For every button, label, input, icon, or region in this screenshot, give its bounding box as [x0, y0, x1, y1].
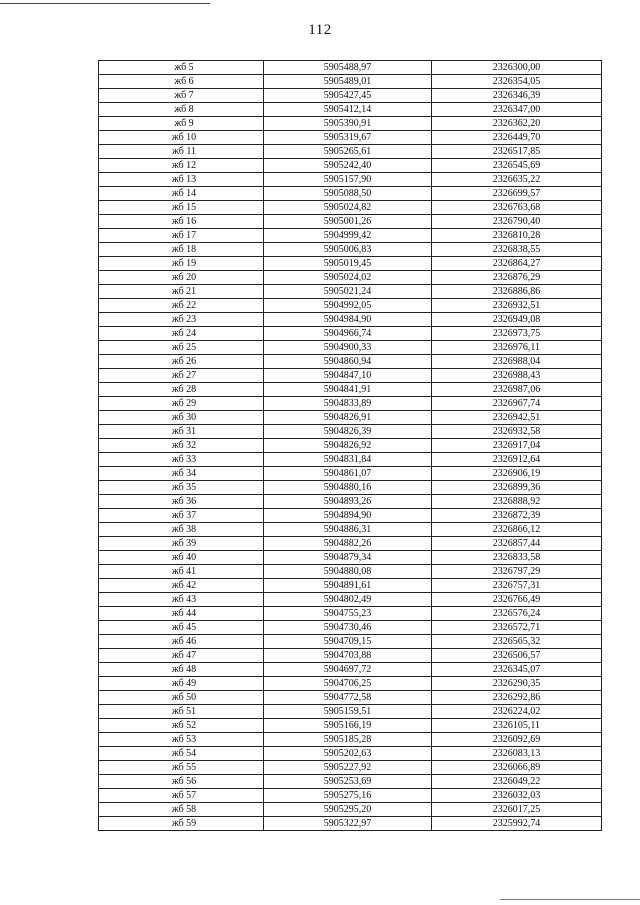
point-label-cell: жб 33 — [99, 453, 264, 467]
x-coordinate-cell: 5904709,15 — [264, 635, 432, 649]
y-coordinate-cell: 2326976,11 — [432, 341, 602, 355]
table-row — [99, 411, 602, 425]
table-row — [99, 327, 602, 341]
point-label-cell: жб 11 — [99, 145, 264, 159]
point-label-cell: жб 58 — [99, 803, 264, 817]
y-coordinate-cell: 2326988,04 — [432, 355, 602, 369]
y-coordinate-cell: 2326932,51 — [432, 299, 602, 313]
point-label-cell: жб 34 — [99, 467, 264, 481]
table-row — [99, 523, 602, 537]
x-coordinate-cell: 5905275,16 — [264, 789, 432, 803]
coordinates-table-body — [99, 61, 602, 831]
point-label-cell: жб 24 — [99, 327, 264, 341]
x-coordinate-cell: 5905427,45 — [264, 89, 432, 103]
x-coordinate-cell: 5904703,88 — [264, 649, 432, 663]
y-coordinate-cell: 2326576,24 — [432, 607, 602, 621]
point-label-cell: жб 9 — [99, 117, 264, 131]
y-coordinate-cell: 2326449,70 — [432, 131, 602, 145]
point-label-cell: жб 7 — [99, 89, 264, 103]
x-coordinate-cell: 5905157,90 — [264, 173, 432, 187]
point-label-cell: жб 30 — [99, 411, 264, 425]
y-coordinate-cell: 2326932,58 — [432, 425, 602, 439]
x-coordinate-cell: 5905024,82 — [264, 201, 432, 215]
y-coordinate-cell: 2326092,69 — [432, 733, 602, 747]
table-row — [99, 663, 602, 677]
table-row — [99, 131, 602, 145]
x-coordinate-cell: 5904826,92 — [264, 439, 432, 453]
y-coordinate-cell: 2326912,64 — [432, 453, 602, 467]
x-coordinate-cell: 5905006,83 — [264, 243, 432, 257]
table-row — [99, 397, 602, 411]
y-coordinate-cell: 2326917,04 — [432, 439, 602, 453]
table-row — [99, 691, 602, 705]
x-coordinate-cell: 5904826,91 — [264, 411, 432, 425]
point-label-cell: жб 56 — [99, 775, 264, 789]
y-coordinate-cell: 2326766,49 — [432, 593, 602, 607]
table-row — [99, 467, 602, 481]
table-row — [99, 159, 602, 173]
y-coordinate-cell: 2326757,31 — [432, 579, 602, 593]
y-coordinate-cell: 2326517,85 — [432, 145, 602, 159]
x-coordinate-cell: 5905185,28 — [264, 733, 432, 747]
point-label-cell: жб 6 — [99, 75, 264, 89]
x-coordinate-cell: 5904882,26 — [264, 537, 432, 551]
table-row — [99, 103, 602, 117]
table-row — [99, 271, 602, 285]
y-coordinate-cell: 2326345,07 — [432, 663, 602, 677]
table-row — [99, 565, 602, 579]
y-coordinate-cell: 2326866,12 — [432, 523, 602, 537]
point-label-cell: жб 18 — [99, 243, 264, 257]
point-label-cell: жб 37 — [99, 509, 264, 523]
x-coordinate-cell: 5905021,24 — [264, 285, 432, 299]
point-label-cell: жб 44 — [99, 607, 264, 621]
x-coordinate-cell: 5904831,84 — [264, 453, 432, 467]
table-row — [99, 803, 602, 817]
table-row — [99, 187, 602, 201]
y-coordinate-cell: 2326362,20 — [432, 117, 602, 131]
table-row — [99, 383, 602, 397]
point-label-cell: жб 17 — [99, 229, 264, 243]
x-coordinate-cell: 5904861,07 — [264, 467, 432, 481]
y-coordinate-cell: 2326797,29 — [432, 565, 602, 579]
table-row — [99, 775, 602, 789]
x-coordinate-cell: 5905488,97 — [264, 61, 432, 75]
top-rule — [0, 3, 210, 4]
point-label-cell: жб 35 — [99, 481, 264, 495]
x-coordinate-cell: 5904730,46 — [264, 621, 432, 635]
point-label-cell: жб 27 — [99, 369, 264, 383]
bottom-rule — [500, 899, 640, 900]
x-coordinate-cell: 5904826,39 — [264, 425, 432, 439]
table-row — [99, 453, 602, 467]
point-label-cell: жб 38 — [99, 523, 264, 537]
x-coordinate-cell: 5904900,33 — [264, 341, 432, 355]
x-coordinate-cell: 5904894,90 — [264, 509, 432, 523]
y-coordinate-cell: 2326224,02 — [432, 705, 602, 719]
point-label-cell: жб 29 — [99, 397, 264, 411]
point-label-cell: жб 55 — [99, 761, 264, 775]
table-row — [99, 425, 602, 439]
x-coordinate-cell: 5904772,58 — [264, 691, 432, 705]
x-coordinate-cell: 5904893,26 — [264, 495, 432, 509]
point-label-cell: жб 13 — [99, 173, 264, 187]
table-row — [99, 145, 602, 159]
table-row — [99, 579, 602, 593]
point-label-cell: жб 51 — [99, 705, 264, 719]
table-row — [99, 299, 602, 313]
table-row — [99, 369, 602, 383]
table-row — [99, 635, 602, 649]
x-coordinate-cell: 5905227,92 — [264, 761, 432, 775]
x-coordinate-cell: 5904802,49 — [264, 593, 432, 607]
x-coordinate-cell: 5905159,51 — [264, 705, 432, 719]
point-label-cell: жб 48 — [99, 663, 264, 677]
point-label-cell: жб 12 — [99, 159, 264, 173]
x-coordinate-cell: 5904880,16 — [264, 481, 432, 495]
point-label-cell: жб 47 — [99, 649, 264, 663]
y-coordinate-cell: 2326988,43 — [432, 369, 602, 383]
table-row — [99, 61, 602, 75]
x-coordinate-cell: 5905265,61 — [264, 145, 432, 159]
point-label-cell: жб 22 — [99, 299, 264, 313]
point-label-cell: жб 28 — [99, 383, 264, 397]
x-coordinate-cell: 5905489,01 — [264, 75, 432, 89]
x-coordinate-cell: 5904966,74 — [264, 327, 432, 341]
table-row — [99, 215, 602, 229]
y-coordinate-cell: 2326899,36 — [432, 481, 602, 495]
table-row — [99, 649, 602, 663]
x-coordinate-cell: 5904833,89 — [264, 397, 432, 411]
table-row — [99, 551, 602, 565]
point-label-cell: жб 26 — [99, 355, 264, 369]
x-coordinate-cell: 5905088,50 — [264, 187, 432, 201]
table-row — [99, 75, 602, 89]
x-coordinate-cell: 5904886,31 — [264, 523, 432, 537]
y-coordinate-cell: 2326864,27 — [432, 257, 602, 271]
point-label-cell: жб 25 — [99, 341, 264, 355]
page-number: 112 — [308, 22, 332, 38]
point-label-cell: жб 46 — [99, 635, 264, 649]
point-label-cell: жб 32 — [99, 439, 264, 453]
x-coordinate-cell: 5905166,19 — [264, 719, 432, 733]
table-row — [99, 341, 602, 355]
table-row — [99, 789, 602, 803]
y-coordinate-cell: 2326049,22 — [432, 775, 602, 789]
x-coordinate-cell: 5904847,10 — [264, 369, 432, 383]
point-label-cell: жб 14 — [99, 187, 264, 201]
point-label-cell: жб 8 — [99, 103, 264, 117]
table-row — [99, 761, 602, 775]
table-row — [99, 747, 602, 761]
x-coordinate-cell: 5904879,34 — [264, 551, 432, 565]
x-coordinate-cell: 5905001,26 — [264, 215, 432, 229]
point-label-cell: жб 19 — [99, 257, 264, 271]
table-row — [99, 229, 602, 243]
y-coordinate-cell: 2326699,57 — [432, 187, 602, 201]
point-label-cell: жб 5 — [99, 61, 264, 75]
x-coordinate-cell: 5904755,23 — [264, 607, 432, 621]
point-label-cell: жб 36 — [99, 495, 264, 509]
point-label-cell: жб 59 — [99, 817, 264, 831]
x-coordinate-cell: 5904860,94 — [264, 355, 432, 369]
point-label-cell: жб 43 — [99, 593, 264, 607]
y-coordinate-cell: 2326292,86 — [432, 691, 602, 705]
y-coordinate-cell: 2326032,03 — [432, 789, 602, 803]
coordinates-table — [98, 60, 602, 831]
x-coordinate-cell: 5904992,05 — [264, 299, 432, 313]
x-coordinate-cell: 5904999,42 — [264, 229, 432, 243]
table-row — [99, 733, 602, 747]
x-coordinate-cell: 5904697,72 — [264, 663, 432, 677]
y-coordinate-cell: 2326973,75 — [432, 327, 602, 341]
table-row — [99, 313, 602, 327]
x-coordinate-cell: 5905390,91 — [264, 117, 432, 131]
point-label-cell: жб 15 — [99, 201, 264, 215]
x-coordinate-cell: 5904706,25 — [264, 677, 432, 691]
x-coordinate-cell: 5905412,14 — [264, 103, 432, 117]
y-coordinate-cell: 2326876,29 — [432, 271, 602, 285]
y-coordinate-cell: 2326105,11 — [432, 719, 602, 733]
x-coordinate-cell: 5905242,40 — [264, 159, 432, 173]
point-label-cell: жб 40 — [99, 551, 264, 565]
table-row — [99, 355, 602, 369]
table-row — [99, 257, 602, 271]
y-coordinate-cell: 2326942,51 — [432, 411, 602, 425]
x-coordinate-cell: 5905319,67 — [264, 131, 432, 145]
y-coordinate-cell: 2326872,39 — [432, 509, 602, 523]
x-coordinate-cell: 5905295,20 — [264, 803, 432, 817]
table-row — [99, 89, 602, 103]
y-coordinate-cell: 2326838,55 — [432, 243, 602, 257]
table-row — [99, 593, 602, 607]
point-label-cell: жб 16 — [99, 215, 264, 229]
point-label-cell: жб 39 — [99, 537, 264, 551]
y-coordinate-cell: 2326506,57 — [432, 649, 602, 663]
table-row — [99, 481, 602, 495]
y-coordinate-cell: 2326763,68 — [432, 201, 602, 215]
y-coordinate-cell: 2326572,71 — [432, 621, 602, 635]
x-coordinate-cell: 5905322,97 — [264, 817, 432, 831]
y-coordinate-cell: 2326987,06 — [432, 383, 602, 397]
point-label-cell: жб 23 — [99, 313, 264, 327]
table-row — [99, 817, 602, 831]
x-coordinate-cell: 5905202,63 — [264, 747, 432, 761]
y-coordinate-cell: 2326347,00 — [432, 103, 602, 117]
point-label-cell: жб 49 — [99, 677, 264, 691]
point-label-cell: жб 10 — [99, 131, 264, 145]
point-label-cell: жб 20 — [99, 271, 264, 285]
y-coordinate-cell: 2326888,92 — [432, 495, 602, 509]
table-row — [99, 285, 602, 299]
table-row — [99, 243, 602, 257]
x-coordinate-cell: 5904880,08 — [264, 565, 432, 579]
point-label-cell: жб 45 — [99, 621, 264, 635]
y-coordinate-cell: 2326833,58 — [432, 551, 602, 565]
y-coordinate-cell: 2326346,39 — [432, 89, 602, 103]
y-coordinate-cell: 2326790,40 — [432, 215, 602, 229]
y-coordinate-cell: 2326565,32 — [432, 635, 602, 649]
table-row — [99, 173, 602, 187]
x-coordinate-cell: 5904984,90 — [264, 313, 432, 327]
y-coordinate-cell: 2326290,35 — [432, 677, 602, 691]
y-coordinate-cell: 2326949,08 — [432, 313, 602, 327]
table-row — [99, 495, 602, 509]
y-coordinate-cell: 2326967,74 — [432, 397, 602, 411]
table-row — [99, 509, 602, 523]
point-label-cell: жб 54 — [99, 747, 264, 761]
table-row — [99, 705, 602, 719]
x-coordinate-cell: 5905019,45 — [264, 257, 432, 271]
point-label-cell: жб 57 — [99, 789, 264, 803]
y-coordinate-cell: 2326635,22 — [432, 173, 602, 187]
table-row — [99, 201, 602, 215]
y-coordinate-cell: 2326906,19 — [432, 467, 602, 481]
y-coordinate-cell: 2326857,44 — [432, 537, 602, 551]
y-coordinate-cell: 2326083,13 — [432, 747, 602, 761]
table-row — [99, 607, 602, 621]
x-coordinate-cell: 5905253,69 — [264, 775, 432, 789]
point-label-cell: жб 50 — [99, 691, 264, 705]
point-label-cell: жб 52 — [99, 719, 264, 733]
y-coordinate-cell: 2326545,69 — [432, 159, 602, 173]
y-coordinate-cell: 2326886,86 — [432, 285, 602, 299]
y-coordinate-cell: 2326810,28 — [432, 229, 602, 243]
table-row — [99, 117, 602, 131]
point-label-cell: жб 31 — [99, 425, 264, 439]
y-coordinate-cell: 2326017,25 — [432, 803, 602, 817]
point-label-cell: жб 21 — [99, 285, 264, 299]
y-coordinate-cell: 2325992,74 — [432, 817, 602, 831]
x-coordinate-cell: 5904891,61 — [264, 579, 432, 593]
x-coordinate-cell: 5905024,02 — [264, 271, 432, 285]
table-row — [99, 537, 602, 551]
point-label-cell: жб 41 — [99, 565, 264, 579]
table-row — [99, 677, 602, 691]
y-coordinate-cell: 2326300,00 — [432, 61, 602, 75]
table-row — [99, 621, 602, 635]
y-coordinate-cell: 2326354,05 — [432, 75, 602, 89]
table-row — [99, 439, 602, 453]
y-coordinate-cell: 2326066,89 — [432, 761, 602, 775]
point-label-cell: жб 53 — [99, 733, 264, 747]
x-coordinate-cell: 5904841,91 — [264, 383, 432, 397]
table-row — [99, 719, 602, 733]
point-label-cell: жб 42 — [99, 579, 264, 593]
